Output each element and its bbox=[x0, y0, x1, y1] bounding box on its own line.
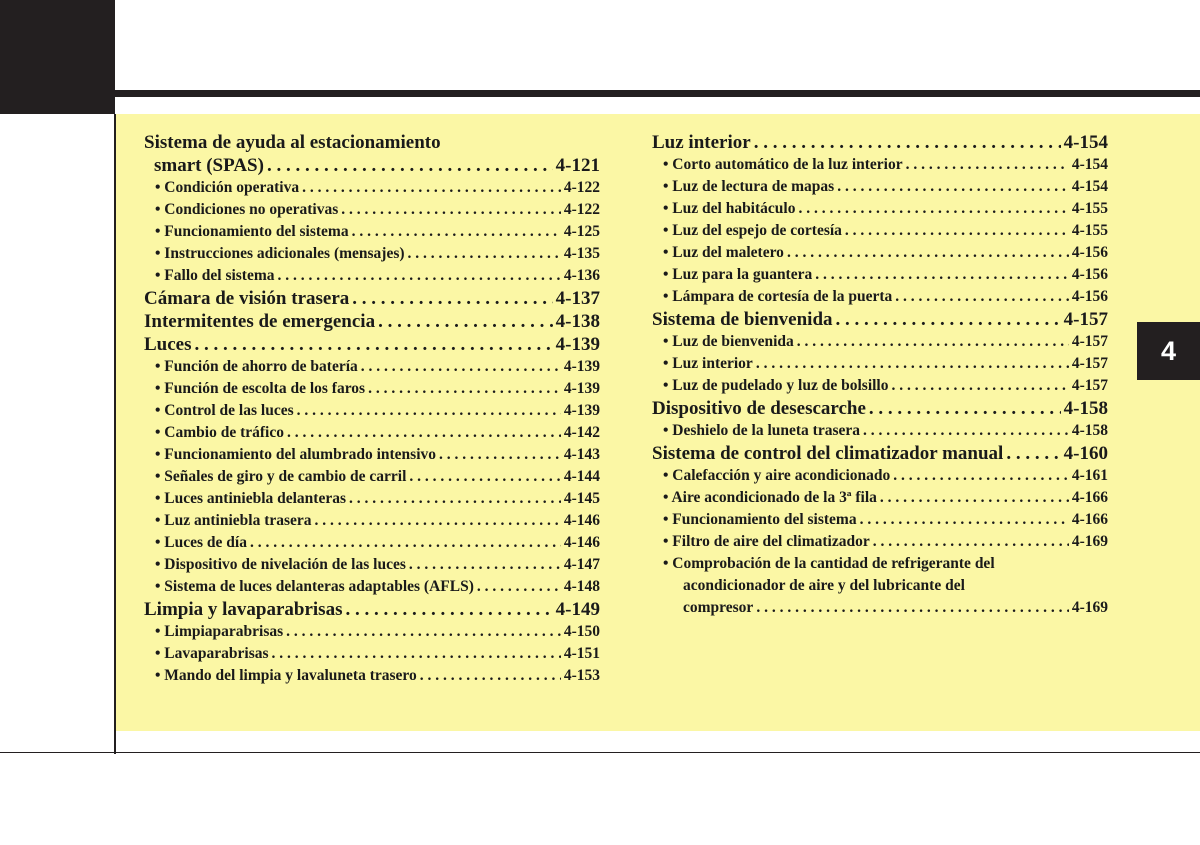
toc-label: • Deshielo de la luneta trasera bbox=[663, 422, 860, 439]
toc-label: • Control de las luces bbox=[155, 402, 294, 419]
toc-page: 4-160 bbox=[1063, 443, 1108, 464]
toc-page: 4-135 bbox=[563, 245, 600, 262]
corner-block bbox=[0, 0, 115, 114]
toc-page: 4-155 bbox=[1071, 200, 1108, 217]
toc-label: • Luz del habitáculo bbox=[663, 200, 796, 217]
toc-page: 4-151 bbox=[563, 645, 600, 662]
dot-leader bbox=[368, 378, 561, 400]
dot-leader bbox=[408, 243, 561, 265]
toc-right-column bbox=[652, 131, 1108, 619]
toc-item[interactable] bbox=[144, 177, 600, 199]
dot-leader bbox=[798, 198, 1068, 220]
dot-leader bbox=[272, 643, 561, 665]
toc-item[interactable] bbox=[652, 242, 1108, 264]
toc-label: • Funcionamiento del alumbrado intensivo bbox=[155, 446, 437, 463]
toc-label: • Luz antiniebla trasera bbox=[155, 512, 312, 529]
dot-leader bbox=[315, 510, 561, 532]
toc-label: • Luz de bienvenida bbox=[663, 333, 794, 350]
toc-page: 4-122 bbox=[563, 179, 600, 196]
toc-label: • Luz de lectura de mapas bbox=[663, 178, 835, 195]
toc-label: • Luz interior bbox=[663, 355, 753, 372]
dot-leader bbox=[378, 310, 553, 333]
dot-leader bbox=[756, 597, 1069, 619]
toc-page: 4-143 bbox=[563, 446, 600, 463]
toc-page: 4-156 bbox=[1071, 288, 1108, 305]
toc-item-refrigerant-line1[interactable]: • Comprobación de la cantidad de refrigerante del bbox=[663, 555, 995, 572]
toc-item[interactable] bbox=[144, 643, 600, 665]
toc-label: • Limpiaparabrisas bbox=[155, 623, 284, 640]
dot-leader bbox=[754, 131, 1061, 154]
top-rule bbox=[115, 90, 1200, 97]
toc-label: Cámara de visión trasera bbox=[144, 288, 350, 309]
toc-item[interactable] bbox=[652, 331, 1108, 353]
toc-label: • Aire acondicionado de la 3ª fila bbox=[663, 489, 877, 506]
toc-item[interactable] bbox=[144, 356, 600, 378]
toc-page: 4-136 bbox=[563, 267, 600, 284]
toc-item[interactable] bbox=[144, 621, 600, 643]
dot-leader bbox=[880, 487, 1069, 509]
toc-item[interactable] bbox=[652, 198, 1108, 220]
toc-page: 4-150 bbox=[563, 623, 600, 640]
toc-item[interactable] bbox=[144, 532, 600, 554]
bottom-rule bbox=[0, 752, 1200, 753]
dot-leader bbox=[756, 353, 1069, 375]
dot-leader bbox=[845, 220, 1069, 242]
toc-page: 4-157 bbox=[1063, 309, 1108, 330]
dot-leader bbox=[787, 242, 1069, 264]
toc-label: • Señales de giro y de cambio de carril bbox=[155, 468, 407, 485]
toc-heading-hazard[interactable] bbox=[144, 310, 600, 333]
toc-page: 4-157 bbox=[1071, 355, 1108, 372]
toc-label: • Luz del maletero bbox=[663, 244, 784, 261]
dot-leader bbox=[836, 308, 1061, 331]
toc-page: 4-122 bbox=[563, 201, 600, 218]
toc-page: 4-142 bbox=[563, 424, 600, 441]
toc-label: Dispositivo de desescarche bbox=[652, 398, 866, 419]
dot-leader bbox=[302, 177, 561, 199]
toc-item[interactable] bbox=[144, 466, 600, 488]
dot-leader bbox=[349, 488, 561, 510]
toc-label: • Instrucciones adicionales (mensajes) bbox=[155, 245, 405, 262]
dot-leader bbox=[267, 154, 553, 177]
toc-label: • Condiciones no operativas bbox=[155, 201, 339, 218]
toc-item[interactable] bbox=[144, 243, 600, 265]
toc-heading-spas[interactable] bbox=[144, 154, 600, 177]
toc-heading-wipers[interactable] bbox=[144, 598, 600, 621]
dot-leader bbox=[797, 331, 1069, 353]
toc-page: 4-146 bbox=[563, 512, 600, 529]
toc-page: 4-154 bbox=[1071, 178, 1108, 195]
toc-item[interactable] bbox=[144, 221, 600, 243]
toc-label: • Luz para la guantera bbox=[663, 266, 813, 283]
toc-heading-defrost[interactable] bbox=[652, 397, 1108, 420]
toc-item[interactable] bbox=[144, 554, 600, 576]
toc-heading-lights[interactable] bbox=[144, 333, 600, 356]
toc-label: Limpia y lavaparabrisas bbox=[144, 599, 343, 620]
toc-label: Luces bbox=[144, 334, 192, 355]
toc-item[interactable] bbox=[652, 375, 1108, 397]
chapter-tab: 4 bbox=[1137, 322, 1200, 380]
toc-page: 4-146 bbox=[563, 534, 600, 551]
dot-leader bbox=[869, 397, 1061, 420]
toc-item[interactable] bbox=[652, 353, 1108, 375]
toc-item[interactable] bbox=[144, 265, 600, 287]
toc-label: • Cambio de tráfico bbox=[155, 424, 284, 441]
toc-label: • Función de escolta de los faros bbox=[155, 380, 366, 397]
toc-item-refrigerant[interactable] bbox=[652, 597, 1108, 619]
toc-heading-climate[interactable] bbox=[652, 442, 1108, 465]
toc-page: 4-157 bbox=[1071, 377, 1108, 394]
toc-label: Sistema de control del climatizador manual bbox=[652, 443, 1004, 464]
toc-item[interactable] bbox=[144, 378, 600, 400]
toc-page: 4-148 bbox=[563, 578, 600, 595]
toc-page: 4-125 bbox=[563, 223, 600, 240]
toc-label: smart (SPAS) bbox=[154, 155, 264, 176]
dot-leader bbox=[409, 466, 560, 488]
toc-label: • Función de ahorro de batería bbox=[155, 358, 358, 375]
dot-leader bbox=[873, 531, 1069, 553]
dot-leader bbox=[860, 509, 1069, 531]
toc-label: • Lámpara de cortesía de la puerta bbox=[663, 288, 893, 305]
dot-leader bbox=[287, 422, 561, 444]
dot-leader bbox=[1006, 442, 1060, 465]
dot-leader bbox=[286, 621, 561, 643]
toc-label: • Fallo del sistema bbox=[155, 267, 275, 284]
toc-page: 4-121 bbox=[555, 155, 600, 176]
toc-item-refrigerant-line2[interactable]: acondicionador de aire y del lubricante del bbox=[683, 577, 965, 594]
toc-page: 4-154 bbox=[1063, 132, 1108, 153]
toc-item[interactable] bbox=[144, 444, 600, 466]
dot-leader bbox=[895, 286, 1069, 308]
toc-label: • Luces antiniebla delanteras bbox=[155, 490, 347, 507]
left-rule bbox=[114, 114, 116, 754]
toc-page: 4-158 bbox=[1071, 422, 1108, 439]
toc-page: 4-161 bbox=[1071, 467, 1108, 484]
dot-leader bbox=[352, 287, 552, 310]
toc-label: • Dispositivo de nivelación de las luces bbox=[155, 556, 406, 573]
toc-item[interactable] bbox=[144, 199, 600, 221]
toc-page: 4-139 bbox=[555, 334, 600, 355]
toc-label: • Luz del espejo de cortesía bbox=[663, 222, 842, 239]
toc-item[interactable] bbox=[144, 665, 600, 687]
dot-leader bbox=[893, 465, 1069, 487]
toc-item[interactable] bbox=[144, 422, 600, 444]
toc-page: 4-144 bbox=[563, 468, 600, 485]
dot-leader bbox=[837, 176, 1069, 198]
toc-heading-interior[interactable] bbox=[652, 131, 1108, 154]
toc-item[interactable] bbox=[652, 465, 1108, 487]
toc-page: 4-156 bbox=[1071, 244, 1108, 261]
toc-item[interactable] bbox=[652, 264, 1108, 286]
toc-page: 4-156 bbox=[1071, 266, 1108, 283]
toc-page: 4-153 bbox=[563, 667, 600, 684]
dot-leader bbox=[477, 576, 561, 598]
toc-item[interactable] bbox=[144, 576, 600, 598]
toc-label: • Calefacción y aire acondicionado bbox=[663, 467, 891, 484]
dot-leader bbox=[420, 665, 561, 687]
toc-label: Intermitentes de emergencia bbox=[144, 311, 376, 332]
toc-page: 4-154 bbox=[1071, 156, 1108, 173]
dot-leader bbox=[361, 356, 561, 378]
toc-label: • Lavaparabrisas bbox=[155, 645, 269, 662]
toc-page: 4-138 bbox=[555, 311, 600, 332]
toc-label: • Filtro de aire del climatizador bbox=[663, 533, 870, 550]
toc-page: 4-149 bbox=[555, 599, 600, 620]
toc-label: • Funcionamiento del sistema bbox=[663, 511, 857, 528]
toc-label: compresor bbox=[683, 599, 754, 616]
toc-item[interactable] bbox=[652, 176, 1108, 198]
dot-leader bbox=[195, 333, 553, 356]
toc-page: 4-169 bbox=[1071, 599, 1108, 616]
dot-leader bbox=[409, 554, 561, 576]
toc-item[interactable] bbox=[652, 531, 1108, 553]
dot-leader bbox=[815, 264, 1069, 286]
toc-item[interactable] bbox=[144, 400, 600, 422]
toc-page: 4-166 bbox=[1071, 511, 1108, 528]
toc-page: 4-139 bbox=[563, 380, 600, 397]
toc-item[interactable] bbox=[652, 220, 1108, 242]
toc-item[interactable] bbox=[652, 487, 1108, 509]
dot-leader bbox=[439, 444, 561, 466]
toc-item[interactable] bbox=[144, 510, 600, 532]
toc-item[interactable] bbox=[652, 286, 1108, 308]
toc-heading-welcome[interactable] bbox=[652, 308, 1108, 331]
dot-leader bbox=[297, 400, 561, 422]
toc-page: 4-158 bbox=[1063, 398, 1108, 419]
toc-left-column bbox=[144, 131, 600, 687]
toc-label: • Luces de día bbox=[155, 534, 247, 551]
dot-leader bbox=[352, 221, 561, 243]
dot-leader bbox=[863, 420, 1069, 442]
toc-label: • Condición operativa bbox=[155, 179, 300, 196]
toc-page: 4-139 bbox=[563, 402, 600, 419]
dot-leader bbox=[341, 199, 561, 221]
toc-label: • Sistema de luces delanteras adaptables (AFLS) bbox=[155, 578, 474, 595]
toc-label: • Mando del limpia y lavaluneta trasero bbox=[155, 667, 417, 684]
toc-page: 4-145 bbox=[563, 490, 600, 507]
toc-label: • Corto automático de la luz interior bbox=[663, 156, 903, 173]
toc-heading-spas-line1[interactable]: Sistema de ayuda al estacionamiento bbox=[144, 132, 441, 153]
toc-label: • Luz de pudelado y luz de bolsillo bbox=[663, 377, 889, 394]
dot-leader bbox=[345, 598, 552, 621]
toc-page: 4-137 bbox=[555, 288, 600, 309]
toc-page: 4-155 bbox=[1071, 222, 1108, 239]
dot-leader bbox=[906, 154, 1069, 176]
toc-label: Luz interior bbox=[652, 132, 751, 153]
dot-leader bbox=[278, 265, 561, 287]
toc-heading-camera[interactable] bbox=[144, 287, 600, 310]
toc-label: Sistema de bienvenida bbox=[652, 309, 833, 330]
dot-leader bbox=[892, 375, 1069, 397]
toc-page: 4-139 bbox=[563, 358, 600, 375]
toc-item[interactable] bbox=[144, 488, 600, 510]
toc-item[interactable] bbox=[652, 420, 1108, 442]
toc-page: 4-157 bbox=[1071, 333, 1108, 350]
toc-page: 4-166 bbox=[1071, 489, 1108, 506]
toc-label: • Funcionamiento del sistema bbox=[155, 223, 349, 240]
toc-page: 4-169 bbox=[1071, 533, 1108, 550]
toc-item[interactable] bbox=[652, 509, 1108, 531]
toc-item[interactable] bbox=[652, 154, 1108, 176]
toc-page: 4-147 bbox=[563, 556, 600, 573]
dot-leader bbox=[250, 532, 561, 554]
